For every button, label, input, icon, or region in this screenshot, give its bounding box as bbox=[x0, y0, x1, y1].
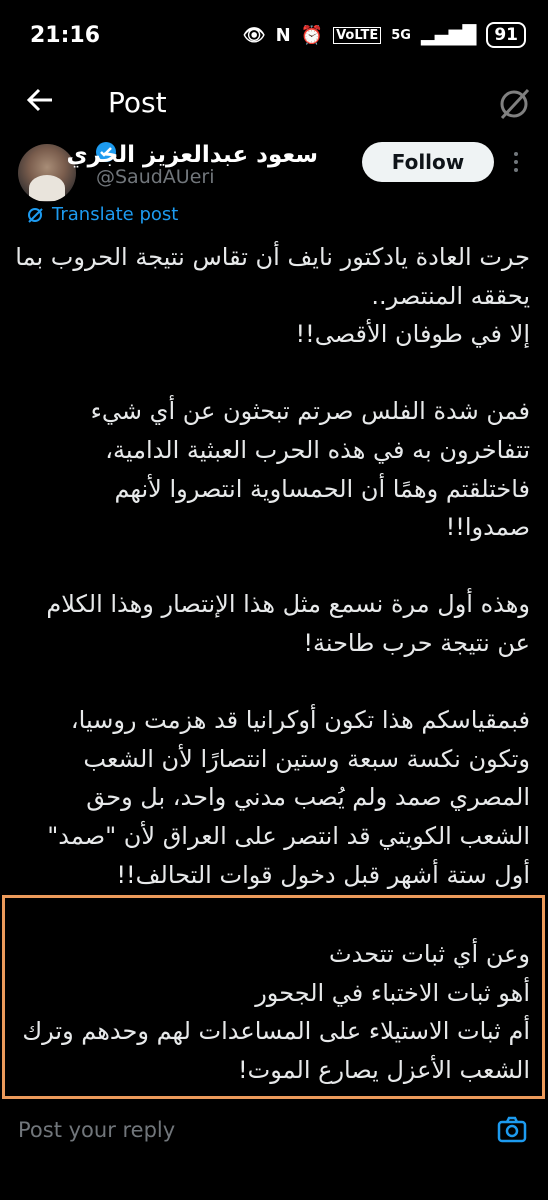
network-label: 5G bbox=[391, 27, 411, 43]
post-line: أهو ثبات الاختباء في الجحور bbox=[255, 978, 530, 1007]
follow-button[interactable]: Follow bbox=[362, 142, 494, 182]
grok-translate-icon bbox=[26, 206, 44, 224]
signal-icon: ▂▄▆█ bbox=[420, 24, 477, 46]
post-line: يحققه المنتصر.. bbox=[371, 281, 530, 310]
post-line: الشعب الكويتي قد انتصر على العراق لأن "صمد" bbox=[47, 821, 530, 850]
post-paragraph bbox=[15, 238, 530, 354]
post-line: وهذه أول مرة نسمع مثل هذا الإنتصار وهذا الكلام bbox=[46, 590, 530, 619]
status-icons bbox=[243, 22, 526, 48]
app-header bbox=[0, 74, 548, 136]
battery-indicator: 91 bbox=[486, 22, 526, 48]
post-line: جرت العادة يادكتور نايف أن تقاس نتيجة الحروب بما bbox=[15, 243, 530, 271]
post-line: فاختلقتم وهمًا أن الحمساوية انتصروا لأنهم bbox=[114, 474, 530, 503]
post-line: الشعب الأعزل يصارع الموت! bbox=[238, 1055, 530, 1084]
eye-icon: 👁 bbox=[242, 24, 266, 46]
post-line: صمدوا!! bbox=[445, 513, 530, 542]
post-line: إلا في طوفان الأقصى!! bbox=[295, 320, 530, 349]
post-paragraph bbox=[18, 585, 530, 662]
reply-bar bbox=[0, 1104, 548, 1160]
translate-label: Translate post bbox=[52, 204, 179, 225]
grok-icon[interactable] bbox=[496, 86, 532, 122]
status-bar bbox=[0, 0, 548, 74]
post-line: وعن أي ثبات تتحدث bbox=[329, 940, 530, 968]
post-paragraph bbox=[18, 701, 530, 894]
translate-post-link[interactable] bbox=[26, 204, 178, 225]
highlighted-text bbox=[14, 936, 530, 1090]
post-paragraph bbox=[18, 392, 530, 546]
alarm-icon: ⏰ bbox=[300, 24, 324, 46]
post-line: أم ثبات الاستيلاء على المساعدات لهم وحدهم وترك bbox=[22, 1017, 530, 1046]
post-body bbox=[15, 238, 530, 933]
post-line: المصري صمد ولم يُصب مدني واحد، بل وحق bbox=[86, 783, 530, 812]
post-line: أول ستة أشهر قبل دخول قوات التحالف!! bbox=[116, 860, 530, 889]
status-time: 21:16 bbox=[30, 23, 101, 48]
post-line: وتكون نكسة سبعة وستين انتصارًا لأن الشعب bbox=[83, 744, 530, 773]
back-arrow-icon[interactable] bbox=[24, 84, 64, 124]
author-handle[interactable]: @SaudAUeri bbox=[96, 166, 215, 188]
author-name[interactable]: سعود عبدالعزيز الجري bbox=[66, 142, 318, 168]
post-line: فبمقياسكم هذا تكون أوكرانيا قد هزمت روسيا، bbox=[70, 706, 530, 735]
post-line: عن نتيجة حرب طاحنة! bbox=[303, 628, 530, 657]
post-line: فمن شدة الفلس صرتم تبحثون عن أي شيء bbox=[90, 397, 530, 426]
nfc-icon: N bbox=[275, 24, 291, 46]
reply-input[interactable]: Post your reply bbox=[18, 1118, 176, 1142]
volte-label: VoLTE bbox=[333, 27, 381, 44]
more-options-icon[interactable] bbox=[512, 150, 520, 174]
post-line: تتفاخرون به في هذه الحرب العبثية الدامية، bbox=[105, 435, 530, 464]
page-title: Post bbox=[108, 86, 167, 119]
camera-icon[interactable] bbox=[496, 1114, 528, 1146]
